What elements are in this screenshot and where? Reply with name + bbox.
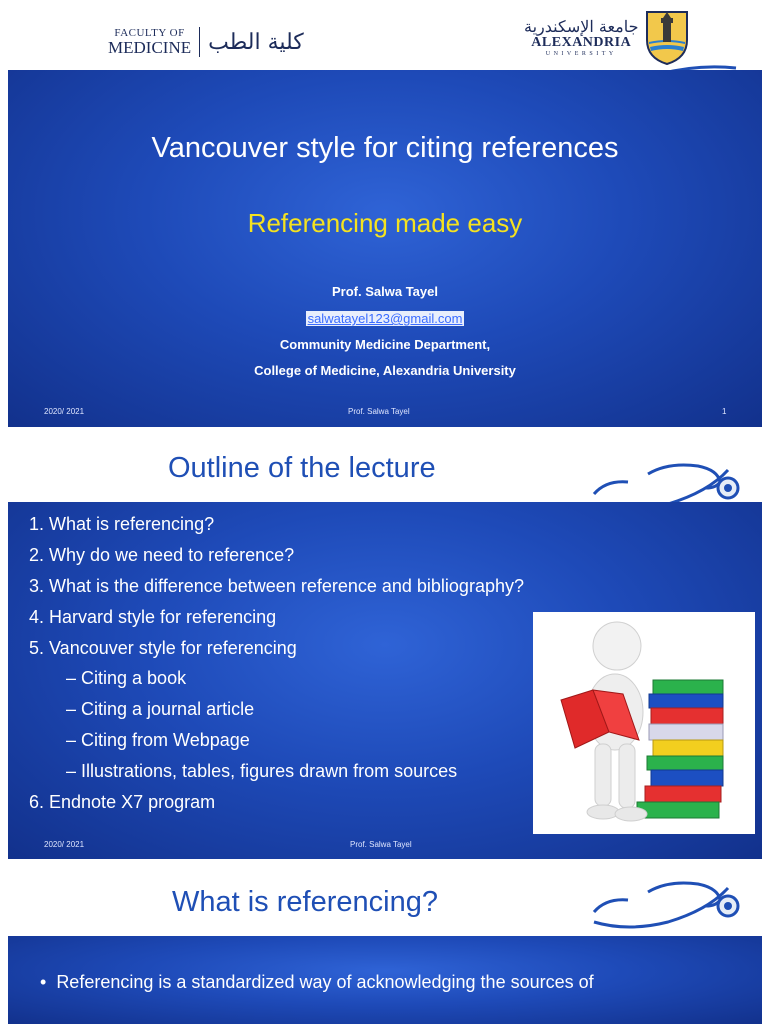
outline-item: 5. Vancouver style for referencing bbox=[29, 638, 297, 658]
college-text: College of Medicine, Alexandria University bbox=[254, 363, 516, 378]
university-logo-subname: UNIVERSITY bbox=[545, 50, 617, 57]
faculty-logo-arabic: كلية الطب bbox=[208, 29, 304, 55]
slide2-footer-author: Prof. Salwa Tayel bbox=[350, 840, 412, 849]
bullet-text bbox=[40, 972, 594, 993]
outline-subitem: – Citing from Webpage bbox=[66, 730, 250, 750]
slide1-title: Vancouver style for citing references bbox=[151, 132, 619, 164]
logo-divider bbox=[199, 27, 200, 57]
outline-item: 6. Endnote X7 program bbox=[29, 792, 216, 812]
bullet-icon: • bbox=[40, 972, 57, 992]
slide1-subtitle: Referencing made easy bbox=[247, 208, 523, 238]
outline-item: 4. Harvard style for referencing bbox=[29, 607, 277, 627]
outline-item: 3. What is the difference between reference and bibliography? bbox=[29, 576, 524, 596]
faculty-logo-line1: FACULTY OF bbox=[114, 27, 185, 39]
university-logo-arabic: جامعة الإسكندرية bbox=[524, 17, 639, 37]
author-email-link[interactable]: salwatayel123@gmail.com bbox=[307, 311, 463, 326]
slide1-header bbox=[38, 0, 762, 70]
outline-item: 1. What is referencing? bbox=[29, 514, 215, 534]
department-text: Community Medicine Department, bbox=[279, 337, 491, 352]
slide1-footer-year: 2020/ 2021 bbox=[44, 407, 85, 416]
faculty-logo-line2: MEDICINE bbox=[108, 38, 192, 57]
slide1-title-slide bbox=[8, 70, 762, 427]
outline-subitem: – Citing a book bbox=[66, 668, 187, 688]
bullet-text-content: Referencing is a standardized way of acknowledging the sources of bbox=[56, 972, 594, 992]
outline-subitem: – Illustrations, tables, figures drawn from sources bbox=[66, 761, 458, 781]
lighthouse-shield-icon bbox=[645, 10, 689, 66]
slide2-title: Outline of the lecture bbox=[168, 452, 436, 484]
slide3-content-slide bbox=[8, 936, 762, 1024]
faculty-of-medicine-logo bbox=[108, 22, 304, 62]
slide3-title: What is referencing? bbox=[172, 886, 438, 918]
slide2-footer-year: 2020/ 2021 bbox=[44, 840, 85, 849]
stethoscope-icon bbox=[588, 870, 758, 936]
outline-item: 2. Why do we need to reference? bbox=[29, 545, 295, 565]
slide1-footer-author: Prof. Salwa Tayel bbox=[348, 407, 410, 416]
university-logo-name: ALEXANDRIA bbox=[531, 34, 632, 50]
slide1-footer-page: 1 bbox=[722, 407, 727, 416]
outline-subitem: – Citing a journal article bbox=[66, 699, 255, 719]
author-name: Prof. Salwa Tayel bbox=[332, 284, 438, 299]
reading-figure-image bbox=[533, 612, 755, 834]
alexandria-university-logo bbox=[524, 10, 689, 66]
